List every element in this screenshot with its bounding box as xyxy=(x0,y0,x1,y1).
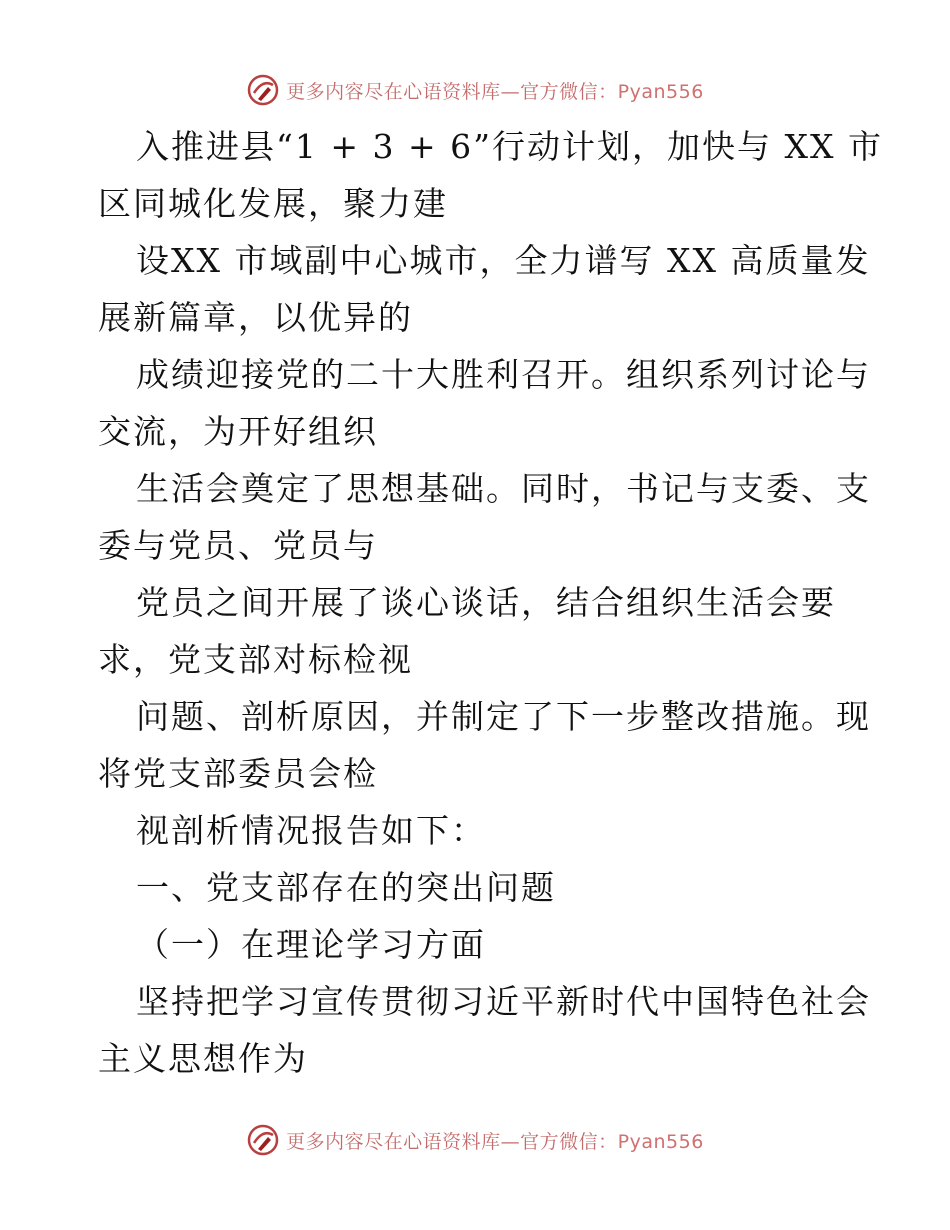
text-line: 党员之间开展了谈心谈话，结合组织生活会要 xyxy=(136,583,836,622)
text-line: 委与党员、党员与 xyxy=(98,526,378,565)
text-line: 视剖析情况报告如下： xyxy=(136,811,486,850)
watermark-banner-bottom xyxy=(0,1120,950,1160)
text-line: 坚持把学习宣传贯彻习近平新时代中国特色社会 xyxy=(136,982,871,1021)
brand-logo-icon xyxy=(246,1123,280,1157)
document-body xyxy=(98,118,883,1087)
text-line: 问题、剖析原因，并制定了下一步整改措施。现 xyxy=(136,697,871,736)
watermark-text: 更多内容尽在心语资料库—官方微信：Pyan556 xyxy=(286,80,704,103)
text-line: 生活会奠定了思想基础。同时，书记与支委、支 xyxy=(136,469,871,508)
text-line: 求，党支部对标检视 xyxy=(98,640,413,679)
text-line: 成绩迎接党的二十大胜利召开。组织系列讨论与 xyxy=(136,355,871,394)
brand-logo-icon xyxy=(246,73,280,107)
text-line: 入推进县“1 + 3 + 6”行动计划，加快与 XX 市 xyxy=(136,127,883,166)
watermark-text: 更多内容尽在心语资料库—官方微信：Pyan556 xyxy=(286,1130,704,1153)
text-line: 区同城化发展，聚力建 xyxy=(98,184,448,223)
text-line: 将党支部委员会检 xyxy=(98,754,378,793)
watermark-wechat-id: Pyan556 xyxy=(617,1130,704,1153)
text-line: 主义思想作为 xyxy=(98,1039,308,1078)
text-line: 交流，为开好组织 xyxy=(98,412,378,451)
text-line: 设XX 市域副中心城市，全力谱写 XX 高质量发 xyxy=(136,241,871,280)
text-line: 一、党支部存在的突出问题 xyxy=(136,868,556,907)
watermark-wechat-id: Pyan556 xyxy=(617,80,704,103)
text-line: 展新篇章，以优异的 xyxy=(98,298,413,337)
text-line: （一）在理论学习方面 xyxy=(136,925,486,964)
watermark-banner-top xyxy=(0,70,950,110)
